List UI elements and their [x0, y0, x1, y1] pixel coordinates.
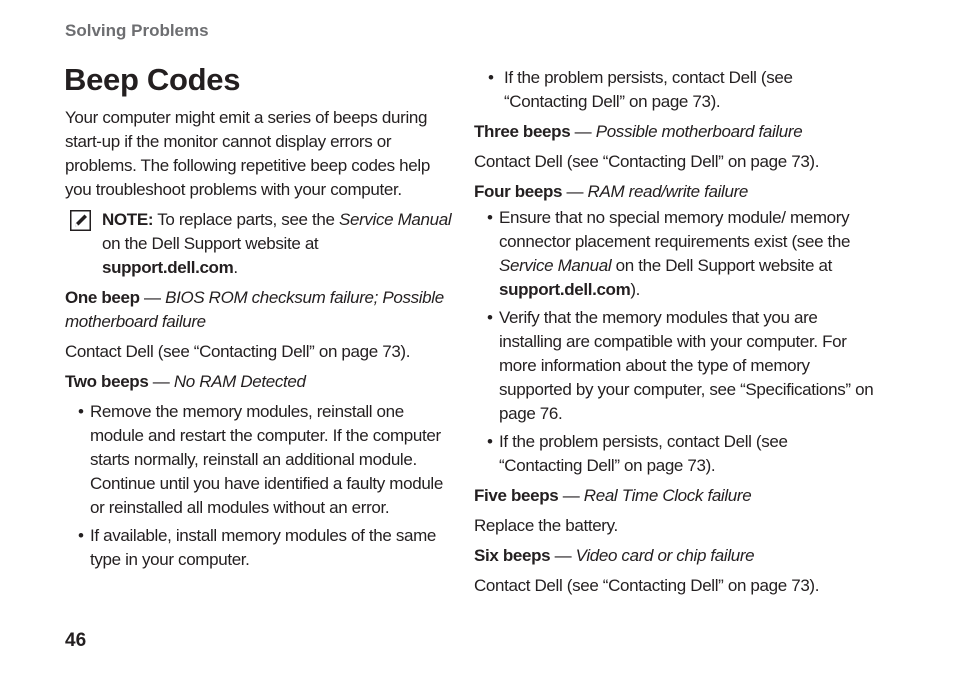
two-beeps-list-continued: [474, 66, 874, 114]
code-name: One beep: [65, 288, 140, 307]
list-item-text: If the problem persists, contact Dell (see “Contacting Dell” on page 73).: [504, 68, 793, 111]
code-desc: Possible motherboard failure: [595, 122, 803, 141]
six-beeps-heading: [474, 544, 874, 568]
note-manual: Service Manual: [339, 210, 452, 229]
code-name: Four beeps: [474, 182, 563, 201]
five-beeps-heading: [474, 484, 874, 508]
list-item: [65, 524, 455, 572]
code-desc: Video card or chip failure: [575, 546, 755, 565]
five-beeps-action: Replace the battery.: [474, 516, 618, 535]
note-end: .: [233, 258, 238, 277]
code-desc: RAM read/write failure: [587, 182, 748, 201]
code-dash: —: [139, 288, 166, 307]
note-label: NOTE:: [102, 210, 154, 229]
list-item-text: Ensure that no special memory module/ memory connector placement requirements exist (see the: [499, 208, 851, 251]
left-column: [65, 106, 455, 578]
code-desc: No RAM Detected: [173, 372, 306, 391]
code-name: Three beeps: [474, 122, 571, 141]
section-label: Solving Problems: [65, 21, 209, 40]
bullet: •: [78, 402, 84, 421]
list-item-text: If available, install memory modules of the same type in your computer.: [90, 526, 437, 569]
code-dash: —: [570, 122, 596, 141]
code-desc: Real Time Clock failure: [583, 486, 752, 505]
one-beep-heading: [65, 286, 455, 334]
bullet: •: [78, 526, 84, 545]
six-beeps-action: Contact Dell (see “Contacting Dell” on page 73).: [474, 576, 820, 595]
code-name: Two beeps: [65, 372, 149, 391]
code-name: Six beeps: [474, 546, 551, 565]
code-dash: —: [558, 486, 584, 505]
list-item-end: ).: [630, 280, 641, 299]
code-dash: —: [550, 546, 576, 565]
note-text-2: on the Dell Support website at: [102, 234, 319, 253]
list-item-text-2: on the Dell Support website at: [611, 256, 832, 275]
page-number: 46: [65, 630, 87, 651]
list-item-text: Verify that the memory modules that you are installing are compatible with your computer. For more information about the type of memory supported by your computer, see “Specifications” on page 76.: [499, 308, 874, 423]
two-beeps-list: [65, 400, 455, 572]
note-support-link[interactable]: support.dell.com: [102, 258, 234, 277]
intro-paragraph: Your computer might emit a series of beeps during start-up if the monitor cannot display errors or problems. The following repetitive beep codes help you troubleshoot problems with your computer.: [65, 108, 430, 199]
pencil-note-icon: [70, 210, 91, 231]
list-item: [474, 206, 874, 302]
list-item: [65, 400, 455, 520]
note-block: [65, 208, 455, 280]
right-column: [474, 66, 874, 604]
list-item: [474, 306, 874, 426]
bullet: •: [487, 308, 493, 327]
bullet: •: [488, 68, 494, 87]
note-text: To replace parts, see the: [153, 210, 339, 229]
list-item-text: If the problem persists, contact Dell (see “Contacting Dell” on page 73).: [499, 432, 788, 475]
four-beeps-list: [474, 206, 874, 478]
list-item: [474, 66, 874, 114]
code-desc: BIOS ROM checksum failure; Possible motherboard failure: [65, 288, 444, 331]
bullet: •: [487, 208, 493, 227]
four-beeps-heading: [474, 180, 874, 204]
code-dash: —: [562, 182, 588, 201]
page-title: Beep Codes: [64, 62, 241, 97]
list-item: [474, 430, 874, 478]
bullet: •: [487, 432, 493, 451]
list-item-manual: Service Manual: [499, 256, 612, 275]
list-item-text: Remove the memory modules, reinstall one module and restart the computer. If the computer starts normally, reinstall an additional module. Continue until you have identified a faulty module or reinstalled all modules without an error.: [90, 402, 443, 517]
code-name: Five beeps: [474, 486, 559, 505]
code-dash: —: [148, 372, 174, 391]
support-link[interactable]: support.dell.com: [499, 280, 631, 299]
one-beep-action: Contact Dell (see “Contacting Dell” on page 73).: [65, 342, 411, 361]
three-beeps-action: Contact Dell (see “Contacting Dell” on page 73).: [474, 152, 820, 171]
three-beeps-heading: [474, 120, 874, 144]
two-beeps-heading: [65, 370, 455, 394]
